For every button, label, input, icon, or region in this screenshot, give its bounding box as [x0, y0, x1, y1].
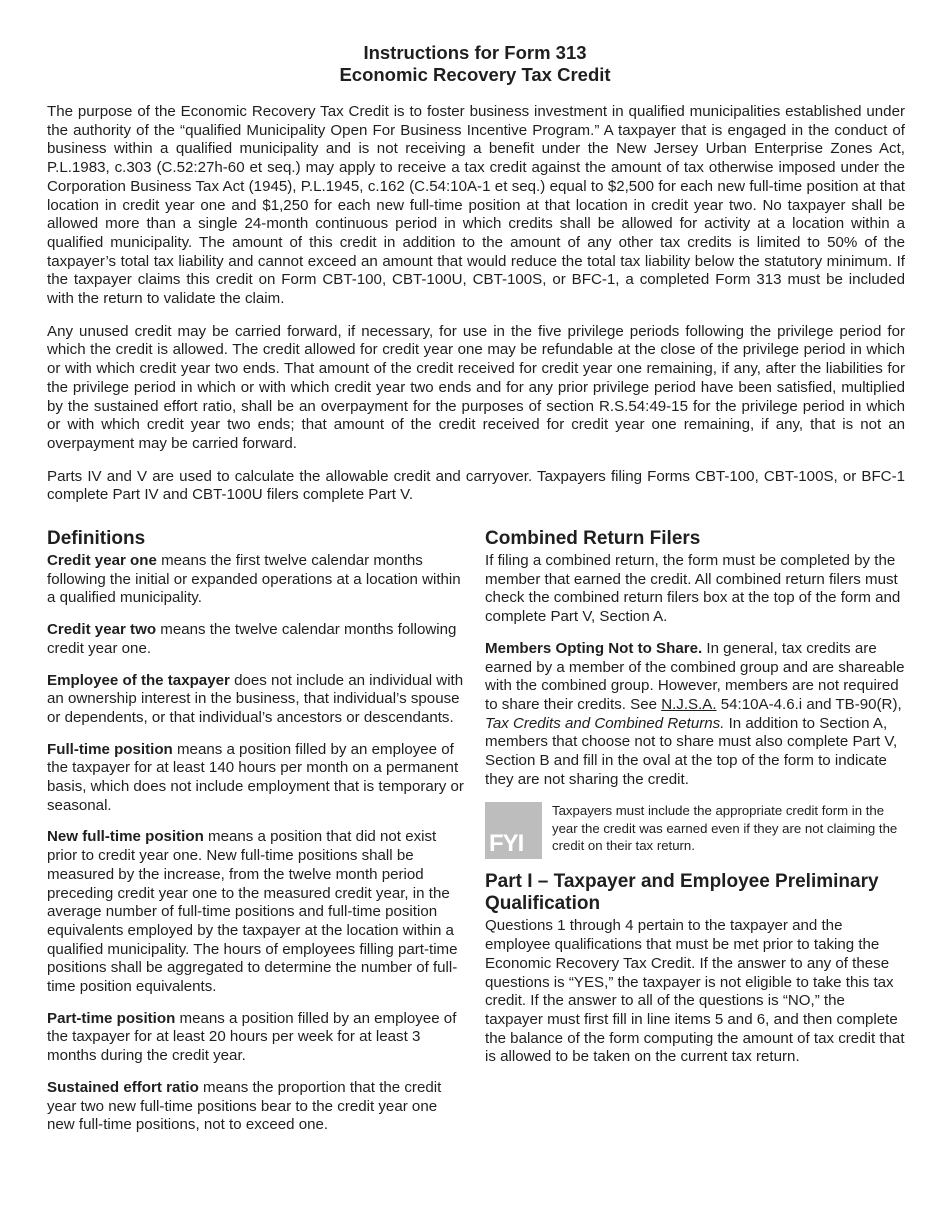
- definition-term: Employee of the taxpayer: [47, 671, 230, 689]
- combined-paragraph-2: [485, 640, 905, 790]
- definition-text: means a position filled by an employee of the taxpayer for at least 140 hours per month on a permanent basis, which does not include employment that is temporary or seasonal.: [47, 740, 464, 814]
- definition-text: means a position that did not exist prior to credit year one. New full-time positions shall be measured by the increase, from the twelve month period preceding credit year one to the measured credit year, in the average number of full-time positions and full-time position equivalents employed by the taxpayer at the location within a qualified municipality. The hours of employees filling part-time positions shall be aggregated to determine the number of full-time position equivalents.: [47, 828, 458, 996]
- fyi-text: Taxpayers must include the appropriate credit form in the year the credit was earned even if they are not claiming the credit on their tax return.: [552, 803, 898, 854]
- page-title: [0, 42, 950, 86]
- fyi-label: FYI: [489, 830, 524, 858]
- members-opting-term: Members Opting Not to Share.: [485, 639, 703, 657]
- combined-text-c: In addition to Section A, members that choose not to share must also complete Part V, Section B and fill in the oval at the top of the form to indicate they are not sharing the credit.: [485, 714, 898, 788]
- fyi-note: [485, 802, 905, 859]
- title-line-2: Economic Recovery Tax Credit: [339, 64, 611, 85]
- definition-item: [47, 828, 467, 996]
- combined-text-a: In general, tax credits are earned by a member of the combined group and are shareable with the combined group. However, members are not required to share their credits. See: [485, 639, 905, 713]
- combined-heading: Combined Return Filers: [485, 528, 701, 549]
- definition-text: means a position filled by an employee of the taxpayer for at least 20 hours per week for at least 3 months during the credit year.: [47, 1009, 457, 1065]
- definition-text: does not include an individual with an ownership interest in the business, that individual’s spouse or dependents, or that individual’s ancestors or descendants.: [47, 671, 464, 726]
- tb90-title: Tax Credits and Combined Returns.: [485, 714, 725, 732]
- intro-paragraph-3: Parts IV and V are used to calculate the allowable credit and carryover. Taxpayers filing Forms CBT-100, CBT-100S, or BFC-1 complete Part IV and CBT-100U filers complete Part V.: [47, 467, 905, 504]
- title-line-1: Instructions for Form 313: [363, 42, 587, 63]
- combined-paragraph-1: If filing a combined return, the form must be completed by the member that earned the credit. All combined return filers must check the combined return filers box at the top of the form and complete Part V, Section A.: [485, 552, 901, 626]
- definitions-section: [47, 528, 467, 1148]
- definition-term: Part-time position: [47, 1009, 176, 1027]
- definition-item: [47, 1079, 467, 1135]
- combined-text-b: 54:10A-4.6.i and TB-90(R),: [716, 695, 902, 713]
- intro-paragraph-2: Any unused credit may be carried forward, if necessary, for use in the five privilege periods following the privilege period for which the credit is allowed. The credit allowed for credit year one may be refundable at the close of the privilege period in which or with which credit year two ends. That amount of the credit received for credit year one remaining, if any, after the liabilities for the privilege period in which or with which credit year two ends and for any prior privilege period have been satisfied, multiplied by the sustained effort ratio, shall be an overpayment for the purposes of section R.S.54:49-15 for the privilege period in which or with which credit year two ends; that amount of the credit received for credit year one remaining, if any, that is not an overpayment may be carried forward.: [47, 322, 905, 452]
- right-column: [485, 528, 905, 1080]
- definition-term: Credit year one: [47, 552, 157, 569]
- definition-text: means the twelve calendar months following credit year one.: [47, 621, 457, 657]
- definition-item: [47, 621, 467, 658]
- part1-heading: Part I – Taxpayer and Employee Preliminary Qualification: [485, 871, 879, 915]
- definition-text: means the first twelve calendar months following the initial or expanded operations at a location within a qualified municipality.: [47, 552, 461, 607]
- definition-text: means the proportion that the credit year two new full-time positions bear to the credit year one new full-time positions, not to exceed one.: [47, 1078, 442, 1134]
- definition-term: New full-time position: [47, 828, 204, 846]
- definition-item: [47, 741, 467, 816]
- fyi-icon: [485, 802, 542, 859]
- definition-item: [47, 552, 467, 608]
- njsa-reference: N.J.S.A.: [661, 695, 717, 713]
- definitions-heading: Definitions: [47, 528, 146, 549]
- intro-paragraph-1: The purpose of the Economic Recovery Tax Credit is to foster business investment in qualified municipalities established under the authority of the “qualified Municipality Open For Business Incentive Program.” A taxpayer that is engaged in the conduct of business within a qualified municipality and is not receiving a benefit under the New Jersey Urban Enterprise Zones Act, P.L.1983, c.303 (C.52:27h-60 et seq.) may apply to receive a tax credit against the amount of tax otherwise imposed under the Corporation Business Tax Act (1945), P.L.1945, c.162 (C.54:10A-1 et seq.) equal to $2,500 for each new full-time position at that location in credit year one and $1,250 for each new full-time position at that location in credit year two. No taxpayer shall be allowed more than a single 24-month continuous period in which credits shall be allowed for activity at a location within a qualified municipality. The amount of this credit in addition to the amount of any other tax credits is limited to 50% of the taxpayer’s total tax liability and cannot exceed an amount that would reduce the total tax liability below the statutory minimum. If the taxpayer claims this credit on Form CBT-100, CBT-100U, CBT-100S, or BFC-1, a completed Form 313 must be included with the return to validate the claim.: [47, 103, 905, 308]
- definition-term: Sustained effort ratio: [47, 1078, 199, 1096]
- intro-section: [47, 103, 905, 519]
- definition-term: Credit year two: [47, 621, 157, 639]
- part1-paragraph: Questions 1 through 4 pertain to the taxpayer and the employee qualifications that must be met prior to taking the Economic Recovery Tax Credit. If the answer to any of these questions is “YES,” the taxpayer is not eligible to take this tax credit. If the answer to all of the questions is “NO,” the taxpayer must first fill in line items 5 and 6, and then complete the balance of the form computing the amount of tax credit that is allowed to be taken on the current tax return.: [485, 917, 905, 1066]
- definition-item: [47, 672, 467, 728]
- definition-item: [47, 1010, 467, 1066]
- definition-term: Full-time position: [47, 740, 173, 758]
